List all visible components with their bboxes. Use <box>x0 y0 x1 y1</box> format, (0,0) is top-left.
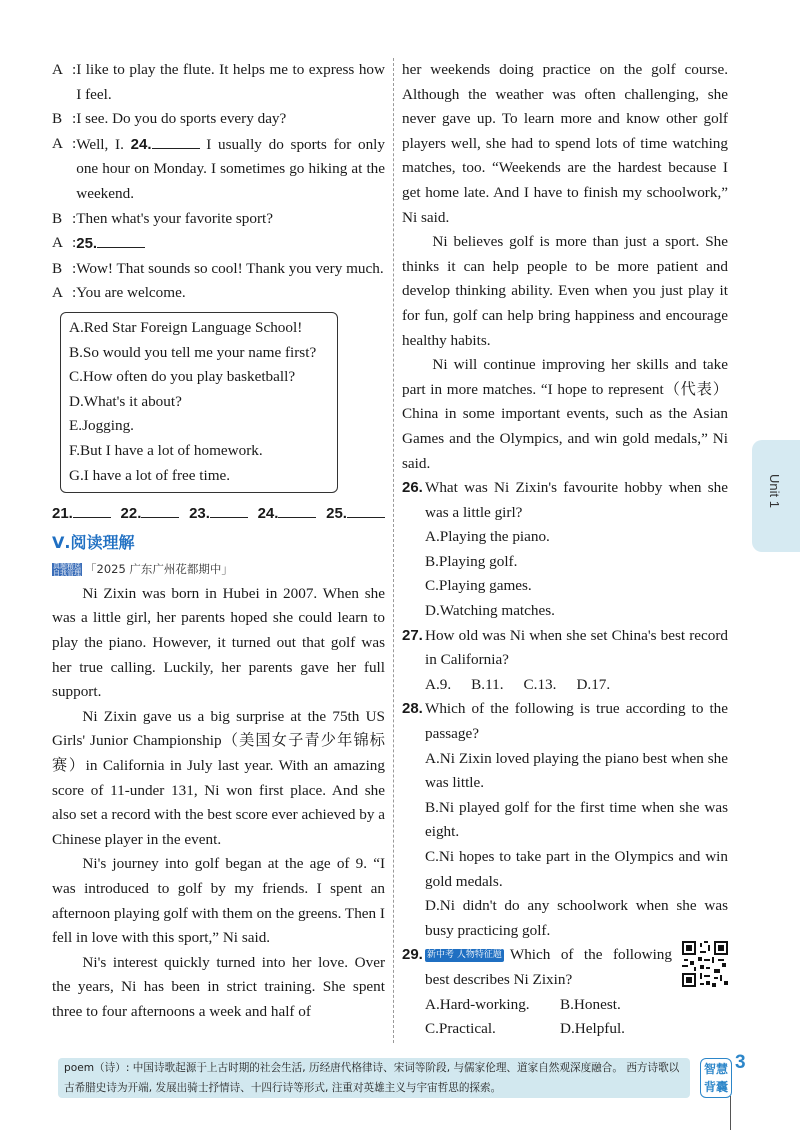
question-text: Which of the following is true according to the passage? <box>425 700 728 743</box>
dialogue-text: I like to play the flute. It helps me to express how I feel. <box>76 61 385 103</box>
dialogue-line: B : I see. Do you do sports every day? <box>52 107 385 132</box>
speaker-label: A <box>52 234 63 252</box>
question-28 <box>402 697 728 943</box>
answer-blank[interactable] <box>73 501 111 518</box>
option-item: A.Red Star Foreign Language School! <box>69 318 303 336</box>
answer-blank[interactable] <box>210 501 248 518</box>
speaker-label: B <box>52 209 63 227</box>
answer-option[interactable]: A.Playing the piano. <box>425 528 550 546</box>
question-number: 26. <box>402 479 423 497</box>
answer-option[interactable]: A.Hard-working. <box>425 995 530 1013</box>
question-text: What was Ni Zixin's favourite hobby when she was a little girl? <box>425 479 728 521</box>
dialogue-line: B : Then what's your favorite sport? <box>52 207 385 232</box>
answer-option[interactable]: D.Ni didn't do any schoolwork when she was busy practicing golf. <box>425 897 728 939</box>
answer-number: 23. <box>189 505 210 523</box>
dialogue-line: A : You are welcome. <box>52 281 385 306</box>
answer-blank-24[interactable] <box>152 132 200 149</box>
option-item: G.I have a lot of free time. <box>69 466 231 484</box>
answer-row <box>52 501 385 527</box>
footer-note: poem（诗）: 中国诗歌起源于上古时期的社会生活, 历经唐代格律诗、宋词等阶段, 与儒家伦理、道家自然观深度融合。 西方诗歌以古希腊史诗为开端, 发展出骑士抒情诗、十四行诗等形式, 注重对英雄主义与宇宙哲思的探索。 <box>58 1058 690 1098</box>
wisdom-badge: 智慧背囊 <box>700 1058 732 1098</box>
question-number: 27. <box>402 626 423 644</box>
answer-blank[interactable] <box>278 501 316 518</box>
dialogue-text: Well, I. <box>76 135 131 153</box>
speaker-label: B <box>52 110 63 128</box>
question-number: 28. <box>402 700 423 718</box>
passage-paragraph: Ni's journey into golf began at the age of 9. “I was introduced to golf by my friends. I spent an afternoon playing golf with them on the greens. Then I fell in love with this sport,” Ni said. <box>52 855 385 947</box>
passage-paragraph: Ni's interest quickly turned into her love. Over the years, Ni has been in strict training. She spent three to four afternoons a week and half of <box>52 953 385 1020</box>
answer-number: 22. <box>120 505 142 523</box>
option-item: B.So would you tell me your name first? <box>69 343 317 361</box>
answer-option[interactable]: A.Ni Zixin loved playing the piano best when she was little. <box>425 749 728 792</box>
answer-option[interactable]: B.11. <box>471 675 504 693</box>
passage-paragraph: Ni will continue improving her skills and take part in more matches. “I hope to represent（代表）China in some important events, such as the Asian Games and the Olympics, and win gold medals,” Ni said. <box>402 356 728 472</box>
options-box <box>60 312 338 493</box>
dialogue-text: I see. Do you do sports every day? <box>76 110 287 128</box>
dialogue-line: A : Well, I. 24. I usually do sports for only one hour on Monday. I sometimes go hiking at the weekend. <box>52 132 385 207</box>
dialogue-line: A : 25. <box>52 231 385 257</box>
question-29 <box>402 943 672 992</box>
dialogue-text: You are welcome. <box>76 284 186 302</box>
answer-blank[interactable] <box>347 501 385 518</box>
new-exam-badge: 新中考 人物特征题 <box>427 950 502 961</box>
answer-number: 24. <box>257 505 279 523</box>
source-label <box>52 557 385 582</box>
answer-option[interactable]: C.Practical. <box>425 1020 496 1038</box>
qr-code-icon[interactable] <box>682 941 728 987</box>
unit-tab-label: Unit 1 <box>767 474 782 508</box>
question-number: 29. <box>402 946 423 964</box>
speaker-label: A <box>52 61 63 78</box>
right-column <box>402 58 728 1042</box>
answer-option[interactable]: B.Playing golf. <box>425 552 518 570</box>
left-column <box>52 58 385 1025</box>
answer-option[interactable]: C.Ni hopes to take part in the Olympics and win gold medals. <box>425 848 728 890</box>
margin-line <box>730 1096 731 1130</box>
answer-option[interactable]: A.9. <box>425 675 452 693</box>
option-item: F.But I have a lot of homework. <box>69 441 263 459</box>
speaker-label: A <box>52 284 63 302</box>
dialogue-text: Then what's your favorite sport? <box>76 209 273 227</box>
column-divider <box>393 58 394 1043</box>
answer-number: 25. <box>326 505 347 523</box>
unit-side-tab <box>752 440 800 552</box>
passage-paragraph: Ni Zixin gave us a big surprise at the 75th US Girls' Junior Championship（美国女子青少年锦标赛）in California in July last year. With an amazing score of 11-under 131, Ni won first place. And she also set a record with the best score ever achieved by a Chinese player in the event. <box>52 707 385 848</box>
answer-option[interactable]: B.Honest. <box>560 995 621 1013</box>
source-logo-icon: 真题精选 自我管理 <box>53 562 81 577</box>
passage-paragraph: Ni believes golf is more than just a sport. She thinks it can help people to be more patient and develop thinking ability. Even when you just play it for fun, golf can help bring happiness and encourage healthy habits. <box>402 233 728 349</box>
answer-option[interactable]: D.Watching matches. <box>425 602 555 620</box>
option-item: D.What's it about? <box>69 392 182 410</box>
dialogue-line: B : Wow! That sounds so cool! Thank you very much. <box>52 257 385 282</box>
passage-paragraph: her weekends doing practice on the golf course. Although the weather was often challenging, she never gave up. To learn more and know other golf players well, she had to spend lots of time watching matches, too. “Weekends are the hardest because I get home late. And I have to finish my schoolwork,” Ni said. <box>402 61 728 226</box>
answer-option[interactable]: C.Playing games. <box>425 577 532 595</box>
question-text: Which of the following best describes Ni Zixin? <box>425 946 672 988</box>
answer-option[interactable]: B.Ni played golf for the first time when she was eight. <box>425 798 728 841</box>
dialogue-text: Wow! That sounds so cool! Thank you very much. <box>76 259 384 277</box>
speaker-label: B <box>52 259 63 277</box>
answer-option[interactable]: D.17. <box>576 675 611 693</box>
question-text: How old was Ni when she set China's best record in California? <box>425 626 728 669</box>
page-number: 3 <box>735 1052 746 1073</box>
dialogue-line: A : I like to play the flute. It helps me to express how I feel. <box>52 58 385 107</box>
source-text: 「2025 广东广州花都期中」 <box>85 562 233 577</box>
dialogue-text: I usually do sports for only one hour on Monday. I sometimes go hiking at the weekend. <box>76 135 385 202</box>
speaker-label: A <box>52 134 63 152</box>
question-27 <box>402 624 728 698</box>
passage-paragraph: Ni Zixin was born in Hubei in 2007. When she was a little girl, her parents hoped she could learn to play the piano. However, it turned out that golf was her true calling. Luckily, her parents gave her full support. <box>52 584 385 701</box>
blank-number: 25. <box>76 235 98 253</box>
blank-number: 24. <box>130 135 152 153</box>
option-item: E.Jogging. <box>69 417 134 435</box>
question-26 <box>402 476 728 624</box>
answer-option[interactable]: D.Helpful. <box>560 1020 625 1038</box>
answer-number: 21. <box>52 505 73 523</box>
section-title: Ⅴ.阅读理解 <box>52 532 135 552</box>
answer-blank[interactable] <box>141 501 179 518</box>
option-item: C.How often do you play basketball? <box>69 368 296 386</box>
answer-option[interactable]: C.13. <box>523 675 557 693</box>
answer-blank-25[interactable] <box>97 231 145 248</box>
